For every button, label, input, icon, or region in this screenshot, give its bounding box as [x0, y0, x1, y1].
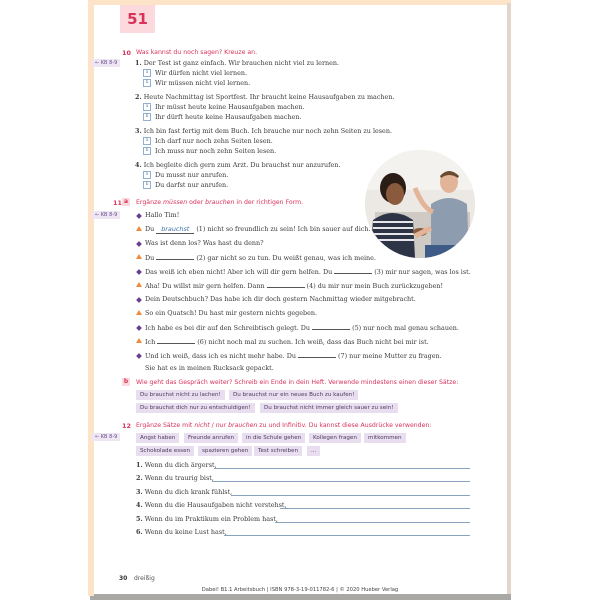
option-text: Du darfst nur anrufen.	[155, 181, 229, 189]
option-b-checkbox[interactable]: b	[143, 113, 151, 121]
option-text: Wir müssen nicht viel lernen.	[155, 79, 251, 87]
item-text: Ich begleite dich gern zum Arzt. Du brauchst nur anzurufen.	[143, 161, 341, 169]
expression-chip: ...	[307, 446, 320, 456]
page-number-word: dreißig	[134, 575, 155, 582]
publisher-credit: Dabei! B1.1 Arbeitsbuch | ISBN 978-3-19-011782-6 | © 2020 Hueber Verlag	[201, 587, 399, 593]
kb-reference[interactable]: ← KB 8-9	[92, 59, 120, 67]
option-text: Wir dürfen nicht viel lernen.	[155, 69, 248, 77]
answer-field-2[interactable]	[156, 253, 194, 260]
kb-reference[interactable]: ← KB 8-9	[92, 211, 120, 219]
exercise-11-number: 11	[113, 199, 122, 207]
exercise-11b-label: b	[123, 378, 129, 385]
sentence-start: Wenn du keine Lust hast,	[144, 528, 227, 536]
phrase-chip: Du brauchst nicht immer gleich sauer zu sein!	[260, 403, 398, 413]
option-text: Ihr dürft heute keine Hausaufgaben machen.	[155, 113, 302, 121]
answer-line-4[interactable]	[280, 508, 470, 509]
dialogue-line: Dein Deutschbuch? Das habe ich dir doch gestern Nachmittag wieder mitgebracht.	[145, 295, 416, 303]
option-text: Du musst nur anrufen.	[155, 171, 229, 179]
speaker-triangle-icon	[136, 282, 142, 287]
item-text: Heute Nachmittag ist Sportfest. Ihr braucht keine Hausaufgaben zu machen.	[143, 93, 395, 101]
exercise-11a-label: a	[123, 198, 129, 205]
option-b-checkbox[interactable]: b	[143, 79, 151, 87]
answer-line-1[interactable]	[214, 468, 470, 469]
dialogue-line: Das weiß ich eben nicht! Aber ich will dir gern helfen. Du (3) mir nur sagen, was los ist.	[145, 268, 471, 276]
speaker-triangle-icon	[136, 254, 142, 259]
page-number: 30	[119, 575, 128, 582]
expression-chip: Schokolade essen	[136, 446, 194, 456]
answer-field-6[interactable]	[157, 337, 195, 344]
dialogue-line: Und ich weiß, dass ich es nicht mehr habe. Du (7) nur meine Mutter zu fragen.	[145, 352, 442, 360]
speaker-triangle-icon	[136, 226, 142, 231]
sentence-start: Wenn du dich ärgerst,	[144, 461, 217, 469]
sentence-start: Wenn du die Hausaufgaben nicht verstehst,	[144, 501, 287, 509]
exercise-12-title: Ergänze Sätze mit nicht / nur brauchen zu und Infinitiv. Du kannst diese Ausdrücke verwenden:	[136, 422, 432, 429]
phrase-chip: Du brauchst nur ein neues Buch zu kaufen!	[229, 390, 358, 400]
sentence-start: Wenn du im Praktikum ein Problem hast,	[144, 515, 278, 523]
option-b-checkbox[interactable]: b	[143, 147, 151, 155]
expression-chip: mitkommen	[364, 433, 406, 443]
dialogue-line: Ich (6) nicht noch mal zu suchen. Ich weiß, dass das Buch nicht bei mir ist.	[145, 338, 429, 346]
dialogue-line: Sie hat es in meinen Rucksack gepackt.	[145, 364, 274, 372]
expression-chip: Freunde anrufen	[184, 433, 238, 443]
option-text: Ich muss nur noch zehn Seiten lesen.	[155, 147, 277, 155]
expression-chip: spazieren gehen	[198, 446, 252, 456]
dialogue-line: Du brauchst (1) nicht so freundlich zu sein! Ich bin sauer auf dich.	[145, 225, 371, 233]
speaker-triangle-icon	[136, 338, 142, 343]
item-number: 3.	[135, 127, 142, 135]
speaker-triangle-icon	[136, 310, 142, 315]
photo-arguing-friends	[365, 150, 475, 258]
answer-line-3[interactable]	[231, 495, 470, 496]
item-text: Ich bin fast fertig mit dem Buch. Ich brauche nur noch zehn Seiten zu lesen.	[143, 127, 392, 135]
answer-field-1[interactable]: brauchst	[156, 225, 194, 234]
photo-illustration	[365, 150, 475, 258]
dialogue-line: Was ist denn los? Was hast du denn?	[145, 239, 264, 247]
dialogue-line: Du (2) gar nicht so zu tun. Du weißt genau, was ich meine.	[145, 254, 376, 262]
page-frame-left	[88, 0, 94, 596]
phrase-chip: Du brauchst dich nur zu entschuldigen!	[136, 403, 255, 413]
answer-field-5[interactable]	[312, 323, 350, 330]
item-text: Der Test ist ganz einfach. Wir brauchen nicht viel zu lernen.	[143, 59, 340, 67]
expression-chip: Test schreiben	[254, 446, 302, 456]
exercise-12-number: 12	[122, 422, 131, 430]
item-number: 1.	[135, 59, 142, 67]
answer-field-4[interactable]	[267, 281, 305, 288]
answer-line-2[interactable]	[212, 481, 470, 482]
exercise-10-title: Was kannst du noch sagen? Kreuze an.	[136, 49, 258, 56]
exercise-11-title: Ergänze müssen oder brauchen in der richtigen Form.	[136, 199, 304, 206]
item-number: 2.	[135, 93, 142, 101]
dialogue-line: Hallo Tim!	[145, 211, 180, 219]
option-text: Ihr müsst heute keine Hausaufgaben machen.	[155, 103, 305, 111]
kb-reference[interactable]: ← KB 8-9	[92, 433, 120, 441]
exercise-10-number: 10	[122, 49, 131, 57]
answer-field-7[interactable]	[298, 351, 336, 358]
sentence-start: Wenn du dich krank fühlst,	[144, 488, 233, 496]
exercise-11b-title: Wie geht das Gespräch weiter? Schreib ein Ende in dein Heft. Verwende mindestens einen dieser Sätze:	[136, 379, 459, 386]
expression-chip: in die Schule gehen	[242, 433, 305, 443]
expression-chip: Angst haben	[136, 433, 179, 443]
option-a-checkbox[interactable]: a	[143, 137, 151, 145]
option-a-checkbox[interactable]: a	[143, 171, 151, 179]
dialogue-line: Aha! Du willst mir gern helfen. Dann (4) du mir nur mein Buch zurückzugeben!	[145, 282, 444, 290]
page-frame-right	[507, 3, 511, 596]
option-b-checkbox[interactable]: b	[143, 181, 151, 189]
option-text: Ich darf nur noch zehn Seiten lesen.	[155, 137, 273, 145]
unit-number: 51	[120, 5, 155, 33]
answer-line-5[interactable]	[275, 522, 470, 523]
phrase-chip: Du brauchst nicht zu lachen!	[136, 390, 225, 400]
page-shadow	[90, 594, 511, 600]
dialogue-line: Ich habe es bei dir auf den Schreibtisch gelegt. Du (5) nur noch mal genau schauen.	[145, 324, 459, 332]
option-a-checkbox[interactable]: a	[143, 103, 151, 111]
item-number: 4.	[135, 161, 142, 169]
option-a-checkbox[interactable]: a	[143, 69, 151, 77]
sentence-start: Wenn du traurig bist,	[144, 474, 214, 482]
expression-chip: Kollegen fragen	[309, 433, 361, 443]
dialogue-line: So ein Quatsch! Du hast mir gestern nichts gegeben.	[145, 309, 318, 317]
answer-field-3[interactable]	[334, 267, 372, 274]
answer-line-6[interactable]	[224, 535, 470, 536]
